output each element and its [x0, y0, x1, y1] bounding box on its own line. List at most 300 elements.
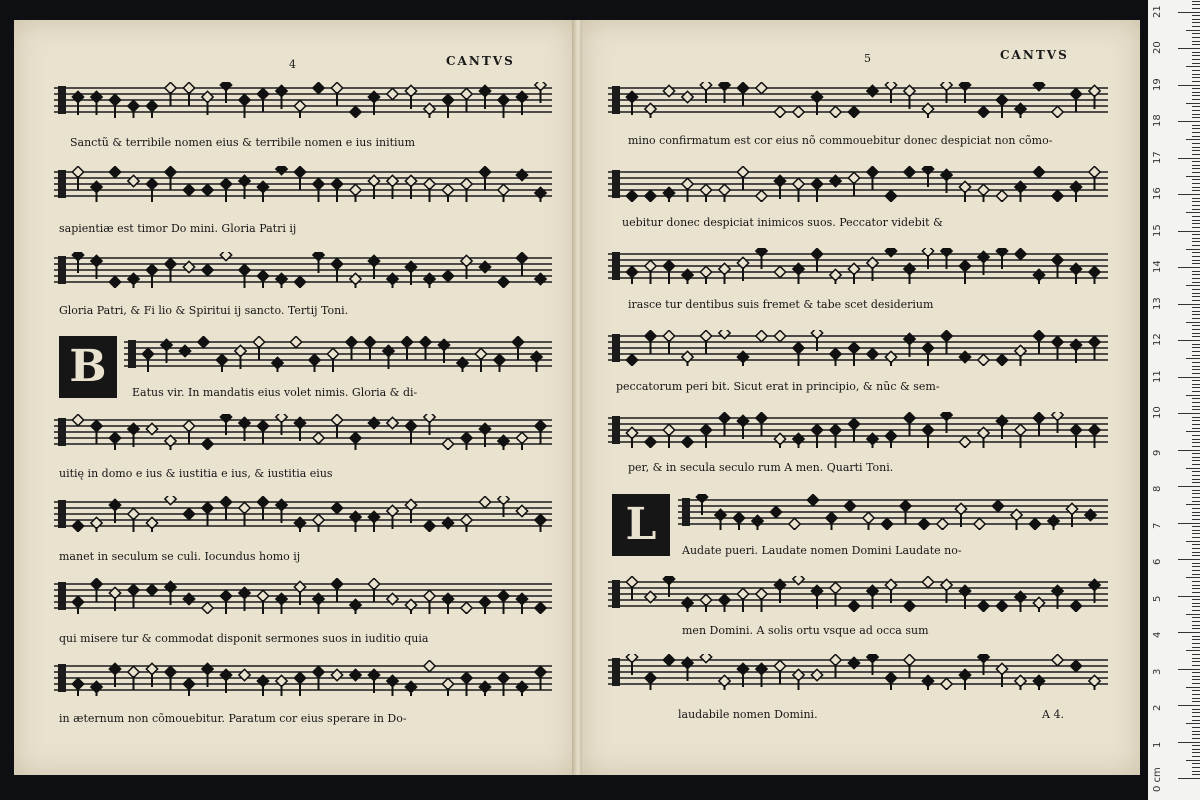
ruler-tick — [1186, 431, 1200, 432]
ruler-tick — [1186, 614, 1200, 615]
ruler-tick — [1192, 209, 1200, 210]
note-head — [1033, 412, 1044, 423]
note-head — [1015, 591, 1026, 602]
note-head — [257, 496, 268, 507]
note-head — [331, 258, 342, 269]
ruler-tick — [1192, 260, 1200, 261]
note-head — [202, 264, 213, 275]
note-head — [257, 270, 268, 281]
ruler-tick — [1192, 428, 1200, 429]
note-head — [498, 672, 509, 683]
note-head — [992, 500, 1003, 511]
ruler-tick — [1192, 95, 1200, 96]
note-head — [165, 435, 176, 446]
note-head — [202, 184, 213, 195]
note-head — [516, 432, 527, 443]
note-head — [830, 175, 841, 186]
note-head — [1070, 600, 1081, 611]
ruler-tick — [1192, 548, 1200, 549]
note-head — [848, 263, 859, 274]
clef-mark — [128, 340, 136, 368]
ruler-tick — [1192, 435, 1200, 436]
note-head — [146, 584, 157, 595]
ruler-tick — [1192, 731, 1200, 732]
ruler-tick — [1192, 380, 1200, 381]
note-head — [72, 596, 83, 607]
note-head — [442, 593, 453, 604]
note-head — [904, 263, 915, 274]
note-head — [165, 666, 176, 677]
music-staff — [608, 248, 1108, 284]
note-head — [405, 85, 416, 96]
note-head — [257, 420, 268, 431]
ruler-tick — [1192, 150, 1200, 151]
clef-mark — [58, 170, 66, 198]
note-head — [830, 269, 841, 280]
staff-lines — [54, 578, 552, 614]
note-head — [1089, 166, 1100, 177]
clef-mark — [58, 418, 66, 446]
note-head — [700, 330, 711, 341]
note-head — [405, 420, 416, 431]
ruler-tick — [1192, 585, 1200, 586]
note-head — [331, 414, 342, 425]
ruler-tick — [1192, 238, 1200, 239]
ruler-tick — [1192, 771, 1200, 772]
staff-lines — [54, 496, 552, 532]
note-head — [774, 433, 785, 444]
ruler-tick — [1178, 450, 1200, 451]
note-head — [239, 417, 250, 428]
note-head — [848, 657, 859, 668]
lyric-line: qui misere tur & commodat disponit sermones suos in iuditio quia — [59, 632, 429, 645]
note-head — [461, 178, 472, 189]
note-head — [498, 184, 509, 195]
note-head — [257, 181, 268, 192]
ruler-tick — [1192, 355, 1200, 356]
ruler-label: 11 — [1152, 369, 1163, 383]
note-head — [350, 432, 361, 443]
ruler-tick — [1192, 15, 1200, 16]
note-head — [387, 675, 398, 686]
note-head — [516, 593, 527, 604]
note-head — [1015, 248, 1026, 259]
note-head — [146, 264, 157, 275]
note-head — [405, 261, 416, 272]
note-head — [479, 166, 490, 177]
note-head — [1089, 336, 1100, 347]
note-head — [941, 169, 952, 180]
note-head — [737, 415, 748, 426]
ruler-tick — [1192, 187, 1200, 188]
note-head — [494, 354, 505, 365]
ruler-tick — [1192, 256, 1200, 257]
ruler-tick — [1192, 661, 1200, 662]
ruler-tick — [1192, 314, 1200, 315]
ruler-tick — [1186, 577, 1200, 578]
note-head — [996, 190, 1007, 201]
note-head — [424, 520, 435, 531]
note-head — [294, 417, 305, 428]
note-head — [978, 600, 989, 611]
ruler-tick — [1192, 694, 1200, 695]
ruler-tick — [1192, 603, 1200, 604]
ruler-label: 17 — [1152, 150, 1163, 164]
clef-mark — [612, 580, 620, 608]
ruler-tick — [1192, 409, 1200, 410]
note-head — [442, 438, 453, 449]
ruler-tick — [1178, 194, 1200, 195]
note-head — [682, 91, 693, 102]
ruler-tick — [1192, 70, 1200, 71]
note-head — [1033, 166, 1044, 177]
note-head — [313, 666, 324, 677]
note-head — [1052, 106, 1063, 117]
ruler-tick — [1178, 559, 1200, 560]
note-head — [128, 423, 139, 434]
music-staff — [54, 82, 552, 118]
ruler-tick — [1192, 479, 1200, 480]
ruler-tick — [1192, 679, 1200, 680]
note-head — [700, 654, 711, 663]
note-head — [294, 517, 305, 528]
note-head — [109, 166, 120, 177]
note-head — [72, 678, 83, 689]
note-head — [922, 342, 933, 353]
note-head — [531, 351, 542, 362]
note-head — [996, 354, 1007, 365]
note-head — [535, 602, 546, 613]
note-head — [922, 103, 933, 114]
ruler-tick — [1192, 716, 1200, 717]
note-head — [161, 339, 172, 350]
note-head — [461, 88, 472, 99]
note-head — [1089, 675, 1100, 686]
note-head — [955, 503, 966, 514]
note-head — [183, 184, 194, 195]
ruler-tick — [1192, 373, 1200, 374]
ruler-tick — [1178, 267, 1200, 268]
note-head — [885, 579, 896, 590]
ruler-tick — [1178, 778, 1200, 779]
note-head — [1052, 254, 1063, 265]
page-number-right: 5 — [864, 52, 871, 65]
note-head — [165, 581, 176, 592]
ruler-label: 18 — [1152, 114, 1163, 127]
note-head — [202, 91, 213, 102]
ruler-tick — [1192, 544, 1200, 545]
clef-mark — [612, 658, 620, 686]
ruler-tick — [1192, 701, 1200, 702]
note-head — [737, 588, 748, 599]
note-head — [294, 276, 305, 287]
note-head — [387, 175, 398, 186]
note-head — [331, 669, 342, 680]
ruler-tick — [1192, 344, 1200, 345]
ruler-tick — [1192, 165, 1200, 166]
note-head — [109, 94, 120, 105]
ruler-tick — [1186, 66, 1200, 67]
note-head — [663, 654, 674, 665]
ruler-tick — [1192, 216, 1200, 217]
page-header-right: CANTVS — [1000, 48, 1069, 62]
ruler-tick — [1192, 245, 1200, 246]
note-head — [811, 248, 822, 259]
note-head — [756, 588, 767, 599]
ruler-tick — [1178, 121, 1200, 122]
note-head — [91, 420, 102, 431]
note-head — [848, 172, 859, 183]
ruler-tick — [1192, 508, 1200, 509]
note-head — [220, 252, 231, 261]
note-head — [257, 590, 268, 601]
note-head — [811, 669, 822, 680]
ruler-tick — [1192, 621, 1200, 622]
note-head — [700, 184, 711, 195]
note-head — [420, 336, 431, 347]
note-head — [1015, 675, 1026, 686]
ruler-tick — [1186, 687, 1200, 688]
note-head — [959, 351, 970, 362]
note-head — [442, 517, 453, 528]
ruler-tick — [1192, 241, 1200, 242]
note-head — [756, 330, 767, 341]
music-staff — [54, 496, 552, 532]
ruler-tick — [1192, 533, 1200, 534]
note-head — [516, 169, 527, 180]
note-head — [774, 106, 785, 117]
note-head — [830, 106, 841, 117]
note-head — [848, 106, 859, 117]
note-head — [904, 166, 915, 177]
staff-lines — [54, 82, 552, 118]
decorated-initial: L — [612, 494, 670, 556]
ruler-tick — [1192, 366, 1200, 367]
note-head — [516, 91, 527, 102]
note-head — [682, 351, 693, 362]
note-head — [830, 582, 841, 593]
ruler-tick — [1192, 26, 1200, 27]
note-head — [146, 100, 157, 111]
ruler-tick — [1178, 377, 1200, 378]
ruler-tick — [1186, 176, 1200, 177]
note-head — [128, 100, 139, 111]
note-head — [789, 518, 800, 529]
note-head — [331, 502, 342, 513]
ruler-tick — [1178, 523, 1200, 524]
ruler-tick — [1192, 311, 1200, 312]
note-head — [1070, 660, 1081, 671]
note-head — [401, 336, 412, 347]
music-staff — [608, 412, 1108, 448]
note-head — [109, 499, 120, 510]
note-head — [830, 424, 841, 435]
ruler-tick — [1192, 234, 1200, 235]
note-head — [387, 88, 398, 99]
note-head — [774, 266, 785, 277]
ruler-tick — [1186, 358, 1200, 359]
ruler-label: 5 — [1152, 595, 1163, 602]
ruler-tick — [1192, 161, 1200, 162]
ruler-tick — [1192, 606, 1200, 607]
ruler-tick — [1192, 88, 1200, 89]
staff-lines — [124, 336, 552, 372]
note-head — [663, 424, 674, 435]
ruler-tick — [1192, 749, 1200, 750]
ruler-tick — [1192, 132, 1200, 133]
note-head — [1033, 82, 1044, 91]
ruler-tick — [1186, 30, 1200, 31]
ruler-tick — [1192, 220, 1200, 221]
note-head — [239, 264, 250, 275]
ruler-tick — [1186, 103, 1200, 104]
note-head — [626, 427, 637, 438]
note-head — [479, 681, 490, 692]
ruler-tick — [1178, 669, 1200, 670]
note-head — [645, 260, 656, 271]
note-head — [498, 94, 509, 105]
note-head — [663, 260, 674, 271]
note-head — [220, 178, 231, 189]
ruler-tick — [1192, 289, 1200, 290]
note-head — [904, 600, 915, 611]
note-head — [848, 600, 859, 611]
note-head — [1033, 597, 1044, 608]
ruler-tick — [1192, 154, 1200, 155]
ruler-tick — [1192, 271, 1200, 272]
ruler-tick — [1192, 55, 1200, 56]
note-head — [1089, 424, 1100, 435]
note-head — [498, 590, 509, 601]
note-head — [626, 266, 637, 277]
note-head — [959, 585, 970, 596]
note-head — [793, 178, 804, 189]
ruler-label: 13 — [1152, 296, 1163, 310]
note-head — [146, 663, 157, 674]
note-head — [922, 576, 933, 587]
ruler-tick — [1192, 125, 1200, 126]
note-head — [461, 672, 472, 683]
ruler-tick — [1192, 738, 1200, 739]
ruler-tick — [1192, 351, 1200, 352]
ruler-tick — [1178, 596, 1200, 597]
note-head — [774, 660, 785, 671]
note-head — [313, 432, 324, 443]
note-head — [1015, 345, 1026, 356]
lyric-line: in æternum non cõmouebitur. Paratum cor eius sperare in Do- — [59, 712, 407, 725]
ruler-tick — [1192, 643, 1200, 644]
music-staff — [54, 166, 552, 202]
note-head — [72, 166, 83, 177]
note-head — [756, 190, 767, 201]
note-head — [327, 348, 338, 359]
note-head — [368, 417, 379, 428]
note-head — [239, 175, 250, 186]
note-head — [405, 175, 416, 186]
ruler-tick — [1186, 541, 1200, 542]
note-head — [276, 593, 287, 604]
ruler-tick — [1192, 223, 1200, 224]
lyric-line: Audate pueri. Laudate nomen Domini Laudate no- — [682, 544, 962, 557]
note-head — [498, 435, 509, 446]
note-head — [719, 263, 730, 274]
ruler-tick — [1192, 417, 1200, 418]
staff-lines — [54, 660, 552, 696]
note-head — [663, 187, 674, 198]
note-head — [461, 602, 472, 613]
ruler-tick — [1192, 110, 1200, 111]
ruler-tick — [1192, 563, 1200, 564]
note-head — [91, 578, 102, 589]
ruler-tick — [1192, 227, 1200, 228]
ruler-tick — [1186, 504, 1200, 505]
note-head — [350, 106, 361, 117]
note-head — [1033, 269, 1044, 280]
note-head — [179, 345, 190, 356]
ruler-tick — [1192, 712, 1200, 713]
ruler-label: 21 — [1152, 4, 1163, 18]
note-head — [1015, 103, 1026, 114]
note-head — [313, 178, 324, 189]
note-head — [142, 348, 153, 359]
note-head — [461, 255, 472, 266]
music-staff — [678, 494, 1108, 530]
note-head — [1089, 266, 1100, 277]
note-head — [183, 82, 194, 93]
ruler-tick — [1192, 617, 1200, 618]
ruler-tick — [1192, 136, 1200, 137]
note-head — [918, 518, 929, 529]
note-head — [959, 669, 970, 680]
ruler-tick — [1192, 690, 1200, 691]
ruler-tick — [1192, 720, 1200, 721]
note-head — [220, 669, 231, 680]
clef-mark — [612, 252, 620, 280]
note-head — [479, 261, 490, 272]
ruler-tick — [1192, 33, 1200, 34]
note-head — [128, 273, 139, 284]
ruler-tick — [1192, 555, 1200, 556]
note-head — [91, 681, 102, 692]
note-head — [368, 669, 379, 680]
note-head — [257, 88, 268, 99]
music-staff — [124, 336, 552, 372]
note-head — [867, 166, 878, 177]
note-head — [165, 166, 176, 177]
ruler-tick — [1192, 318, 1200, 319]
note-head — [811, 91, 822, 102]
note-head — [770, 506, 781, 517]
note-head — [774, 330, 785, 341]
ruler-tick — [1192, 59, 1200, 60]
note-head — [146, 517, 157, 528]
note-head — [867, 348, 878, 359]
clef-mark — [58, 582, 66, 610]
ruler-tick — [1192, 384, 1200, 385]
clef-mark — [612, 416, 620, 444]
ruler-tick — [1192, 599, 1200, 600]
staff-lines — [608, 82, 1108, 118]
staff-lines — [54, 166, 552, 202]
ruler-tick — [1192, 190, 1200, 191]
note-head — [387, 417, 398, 428]
note-head — [442, 270, 453, 281]
note-head — [959, 260, 970, 271]
ruler-label: 4 — [1152, 631, 1163, 638]
note-head — [91, 517, 102, 528]
note-head — [183, 508, 194, 519]
ruler-label: 6 — [1152, 558, 1163, 565]
